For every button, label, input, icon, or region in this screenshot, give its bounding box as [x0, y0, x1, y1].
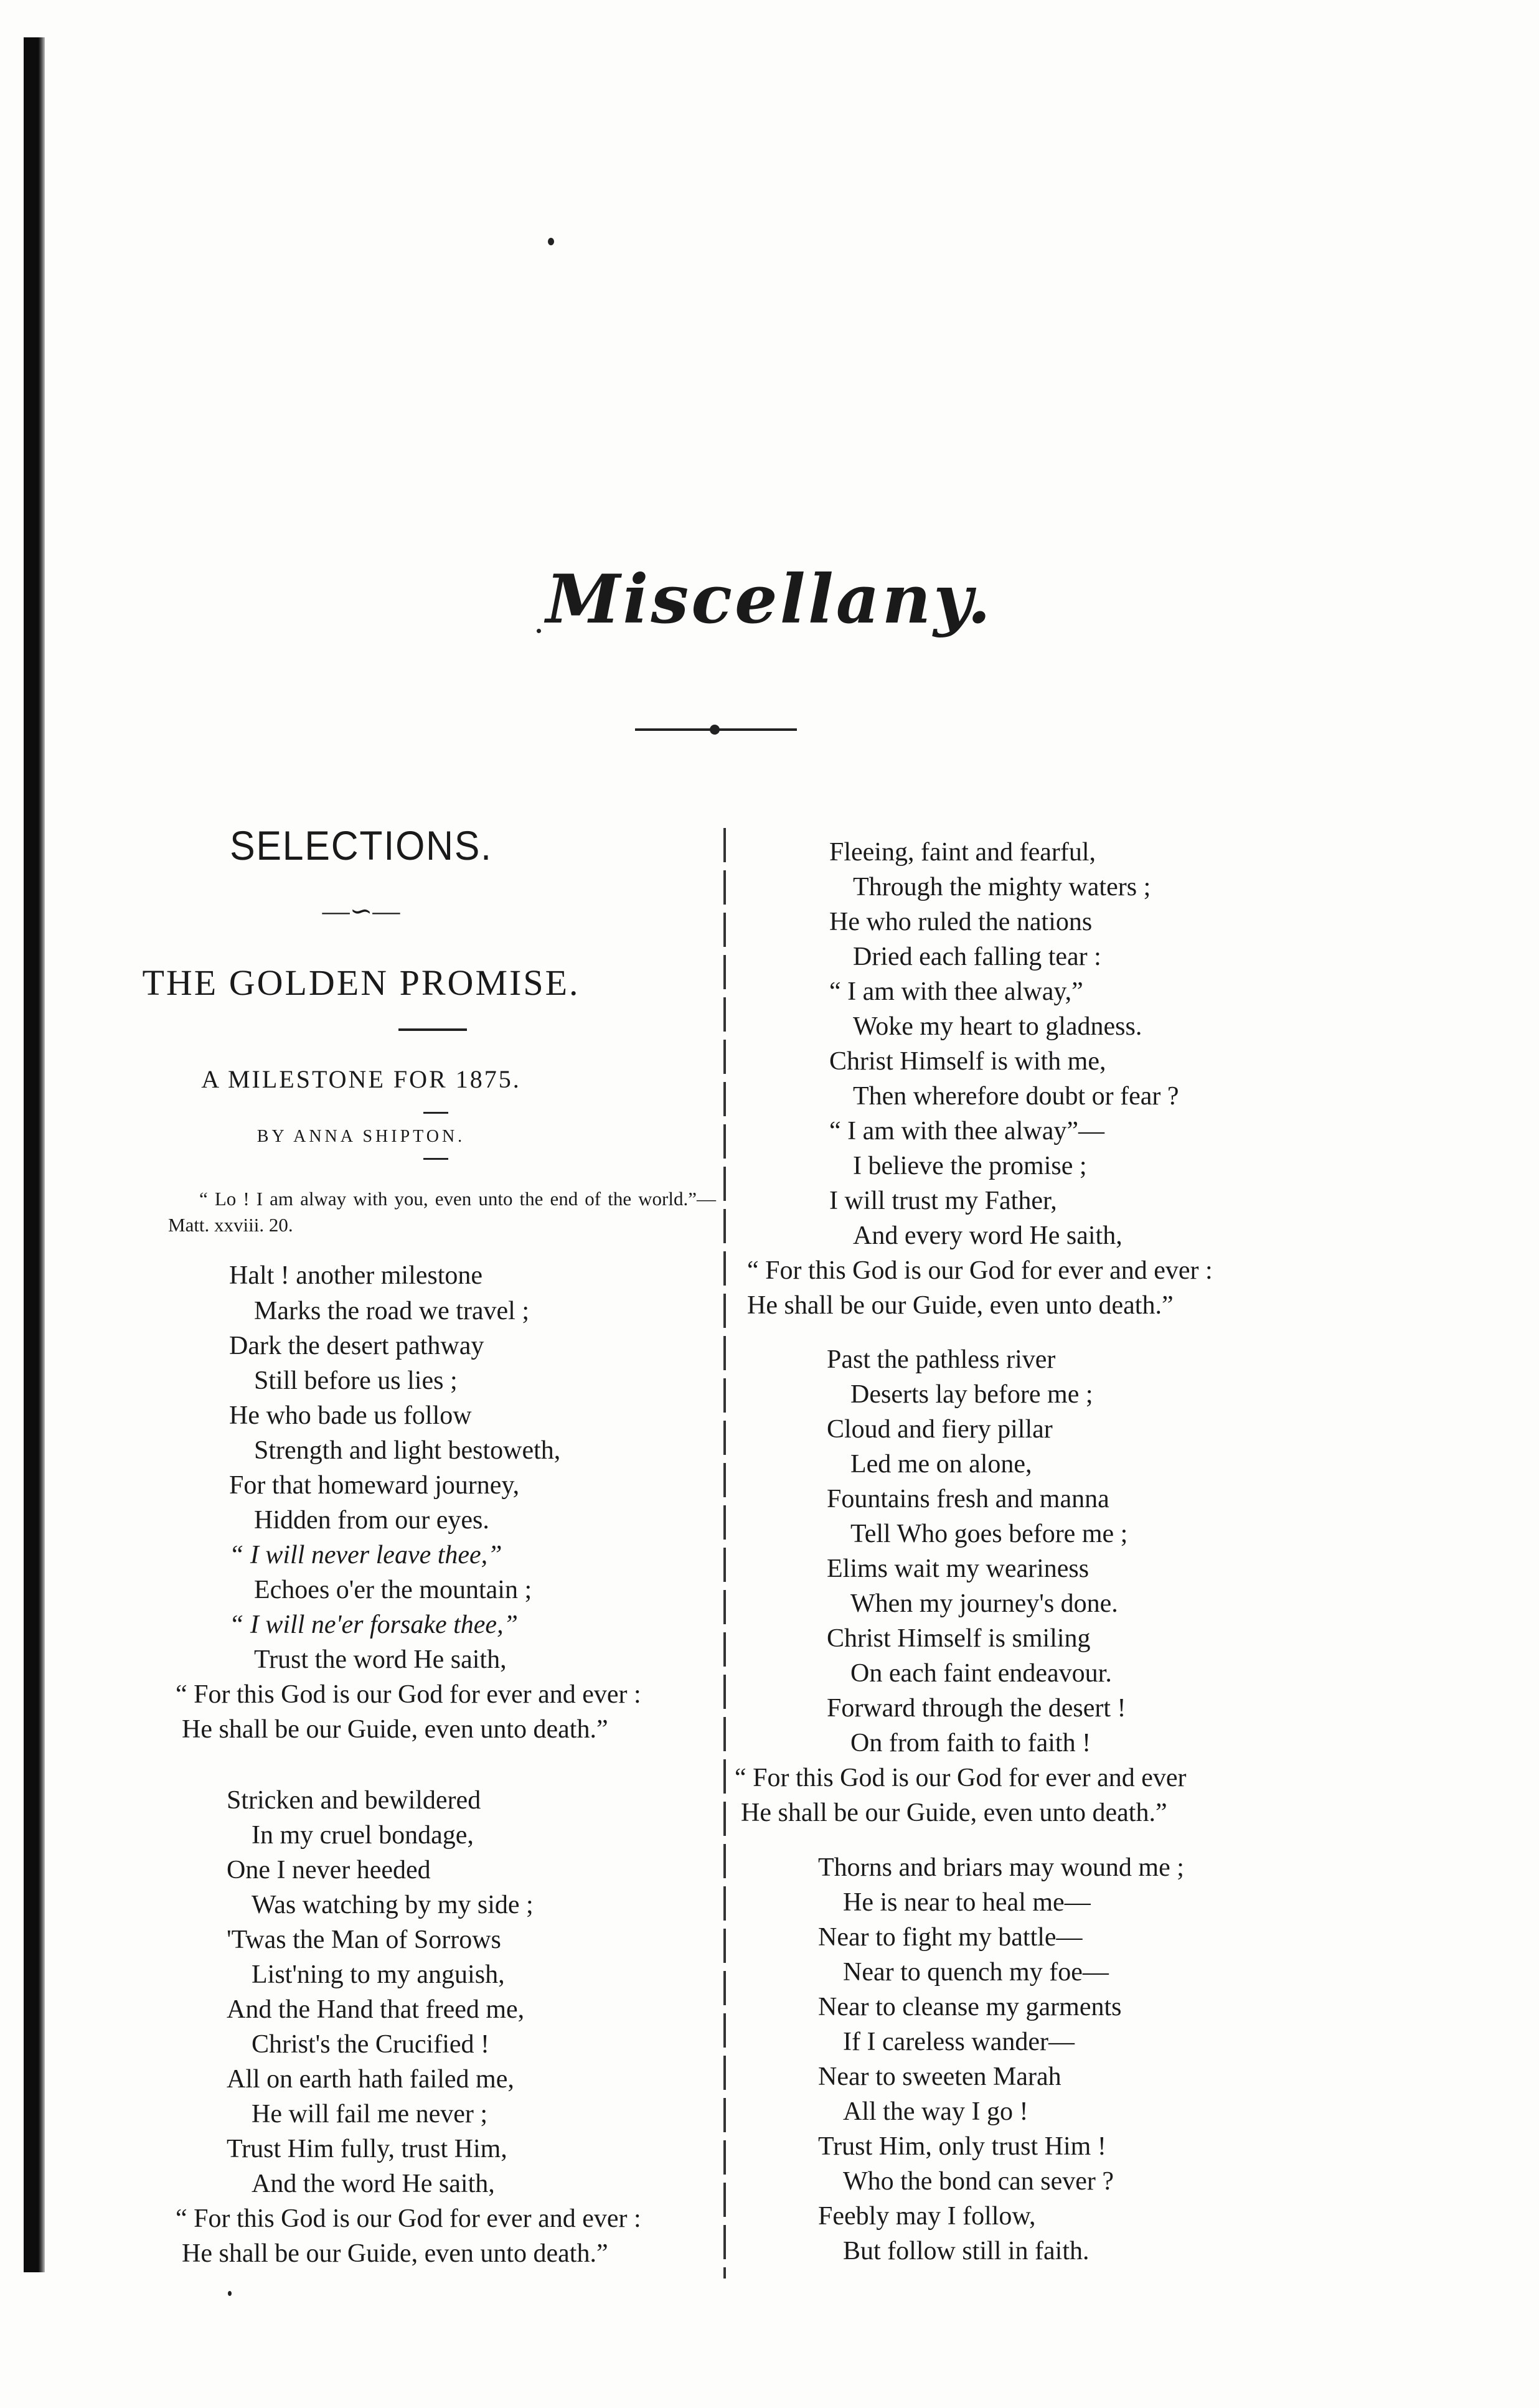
- poem-line: I will trust my Father,: [829, 1187, 1057, 1215]
- poem-line: All the way I go !: [843, 2097, 1028, 2126]
- refrain-line: “ For this God is our God for ever and ever :: [747, 1256, 1213, 1285]
- poem-line: Trust Him fully, trust Him,: [227, 2135, 507, 2163]
- poem-line: Fountains fresh and manna: [827, 1485, 1109, 1513]
- poem-line: Strength and light bestoweth,: [254, 1436, 561, 1465]
- poem-line: Thorns and briars may wound me ;: [818, 1853, 1184, 1882]
- poem-line: When my journey's done.: [850, 1589, 1118, 1618]
- poem-line: Near to sweeten Marah: [818, 2062, 1061, 2091]
- poem-line: Forward through the desert !: [827, 1694, 1126, 1723]
- poem-line: Still before us lies ;: [254, 1366, 458, 1395]
- poem-line: Hidden from our eyes.: [254, 1506, 489, 1535]
- poem-line: Christ Himself is with me,: [829, 1047, 1106, 1076]
- poem-line: Trust the word He saith,: [254, 1645, 507, 1674]
- refrain-line: “ For this God is our God for ever and ever: [735, 1764, 1187, 1792]
- poem-line: Through the mighty waters ;: [853, 873, 1151, 901]
- poem-line: Fleeing, faint and fearful,: [829, 838, 1096, 867]
- poem-line: Dark the desert pathway: [229, 1332, 484, 1360]
- poem-line: Feebly may I follow,: [818, 2202, 1036, 2231]
- poem-line: Who the bond can sever ?: [843, 2167, 1114, 2196]
- poem-line: “ I will never leave thee,”: [229, 1541, 502, 1569]
- poem-line: Halt ! another milestone: [229, 1261, 483, 1290]
- subtitle-rule: [423, 1112, 448, 1114]
- poem-line: For that homeward journey,: [229, 1471, 520, 1500]
- poem-line: I believe the promise ;: [853, 1152, 1087, 1180]
- poem-title: THE GOLDEN PROMISE.: [142, 962, 580, 1003]
- binding-edge: [24, 37, 45, 2272]
- poem-line: And every word He saith,: [853, 1221, 1122, 1250]
- poem-line: Cloud and fiery pillar: [827, 1415, 1053, 1444]
- poem-line: List'ning to my anguish,: [252, 1960, 505, 1989]
- poem-line: He will fail me never ;: [252, 2100, 488, 2128]
- masthead-ornament-rule: [635, 728, 797, 731]
- poem-line: In my cruel bondage,: [252, 1821, 474, 1850]
- speck: [548, 238, 554, 245]
- byline-rule: [423, 1158, 448, 1160]
- poem-line: But follow still in faith.: [843, 2237, 1090, 2265]
- speck: [228, 2291, 232, 2296]
- poem-line: Stricken and bewildered: [227, 1786, 481, 1815]
- column-divider: [723, 828, 726, 2279]
- poem-line: Christ Himself is smiling: [827, 1624, 1091, 1653]
- poem-line: 'Twas the Man of Sorrows: [227, 1926, 501, 1954]
- poem-line: Elims wait my weariness: [827, 1554, 1090, 1583]
- poem-line: If I careless wander—: [843, 2028, 1075, 2056]
- poem-line: “ I am with thee alway,”: [829, 977, 1083, 1006]
- poem-line: Marks the road we travel ;: [254, 1297, 530, 1325]
- poem-line: Past the pathless river: [827, 1345, 1056, 1374]
- poem-line: Was watching by my side ;: [252, 1891, 534, 1919]
- refrain-line: He shall be our Guide, even unto death.”: [747, 1291, 1174, 1320]
- poem-line: On from faith to faith !: [850, 1729, 1091, 1757]
- refrain-line: He shall be our Guide, even unto death.”: [182, 1715, 608, 1744]
- poem-line: And the Hand that freed me,: [227, 1995, 525, 2024]
- poem-line: And the word He saith,: [252, 2170, 495, 2198]
- poem-line: All on earth hath failed me,: [227, 2065, 514, 2094]
- poem-line: “ I am with thee alway”—: [829, 1117, 1104, 1145]
- refrain-line: “ For this God is our God for ever and ever :: [176, 2204, 641, 2233]
- poem-line: Dried each falling tear :: [853, 943, 1101, 971]
- poem-line: Near to cleanse my garments: [818, 1993, 1122, 2021]
- poem-line: He is near to heal me—: [843, 1888, 1091, 1917]
- poem-line: Trust Him, only trust Him !: [818, 2132, 1106, 2161]
- masthead-title: Miscellany.: [545, 560, 994, 639]
- poem-line: “ I will ne'er forsake thee,”: [229, 1611, 518, 1639]
- poem-line: Then wherefore doubt or fear ?: [853, 1082, 1179, 1111]
- poem-line: Near to quench my foe—: [843, 1958, 1109, 1987]
- title-rule: [398, 1028, 467, 1031]
- poem-line: One I never heeded: [227, 1856, 431, 1884]
- refrain-line: He shall be our Guide, even unto death.”: [741, 1799, 1167, 1827]
- section-title: SELECTIONS.: [230, 822, 492, 868]
- poem-line: Christ's the Crucified !: [252, 2030, 489, 2059]
- poem-epigraph: “ Lo ! I am alway with you, even unto the end of the world.”—Matt. xxviii. 20.: [168, 1188, 716, 1236]
- poem-line: Tell Who goes before me ;: [850, 1520, 1128, 1548]
- poem-line: He who bade us follow: [229, 1401, 472, 1430]
- poem-line: He who ruled the nations: [829, 908, 1093, 936]
- poem-byline: BY ANNA SHIPTON.: [256, 1127, 466, 1146]
- poem-line: Led me on alone,: [850, 1450, 1032, 1479]
- poem-line: Deserts lay before me ;: [850, 1380, 1093, 1409]
- poem-line: Near to fight my battle—: [818, 1923, 1083, 1952]
- refrain-line: “ For this God is our God for ever and ever :: [176, 1680, 641, 1709]
- poem-line: On each faint endeavour.: [850, 1659, 1112, 1688]
- poem-line: Woke my heart to gladness.: [853, 1012, 1142, 1041]
- section-ornament: —∽—: [322, 896, 400, 926]
- poem-subtitle: A MILESTONE FOR 1875.: [201, 1065, 521, 1093]
- refrain-line: He shall be our Guide, even unto death.”: [182, 2239, 608, 2268]
- poem-line: Echoes o'er the mountain ;: [254, 1576, 532, 1604]
